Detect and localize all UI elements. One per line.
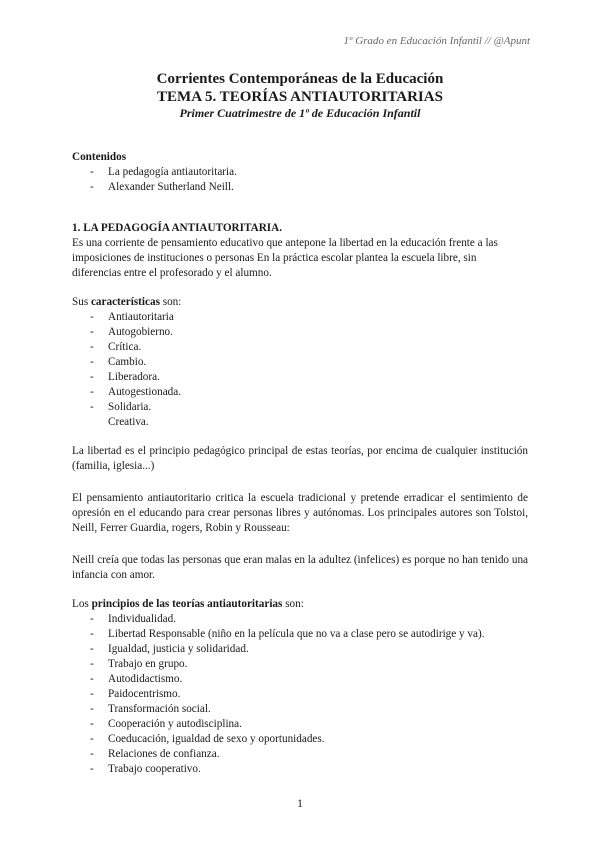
list-item: - Autogestionada. (90, 385, 528, 400)
list-item: - Trabajo cooperativo. (90, 762, 528, 777)
list-item: - Libertad Responsable (niño en la película que no va a clase pero se autodirige y va). (90, 627, 528, 642)
list-item: - Paidocentrismo. (90, 687, 528, 702)
list-item: - Igualdad, justicia y solidaridad. (90, 642, 528, 657)
characteristics-intro: Sus características son: (72, 296, 182, 308)
list-item: - Transformación social. (90, 702, 528, 717)
paragraph-neill: Neill creía que todas las personas que eran malas en la adultez (infelices) es porque no han tenido una infancia con amor. (72, 554, 528, 581)
contents-item: - La pedagogía antiautoritaria. (90, 165, 528, 180)
list-item: - Individualidad. (90, 612, 528, 627)
title-block (0, 70, 600, 121)
contents-list (72, 165, 528, 195)
principles-list (72, 612, 528, 777)
document-title: Corrientes Contemporáneas de la Educación (156, 71, 444, 87)
list-item: - Cooperación y autodisciplina. (90, 717, 528, 732)
characteristics-term: características (90, 296, 160, 308)
list-item: - Autodidactismo. (90, 672, 528, 687)
principles-term: principios de las teorías antiautoritarias (91, 598, 283, 610)
list-item: - Trabajo en grupo. (90, 657, 528, 672)
principles-intro: Los principios de las teorías antiautoritarias son: (72, 598, 304, 610)
list-item: Creativa. (108, 416, 149, 428)
list-item: - Liberadora. (90, 370, 528, 385)
page-number: 1 (297, 796, 303, 810)
list-item: - Crítica. (90, 340, 528, 355)
header-course-note: 1º Grado en Educación Infantil // @Apunt (343, 35, 530, 47)
contents-heading: Contenidos (72, 151, 127, 163)
section-heading: 1. LA PEDAGOGÍA ANTIAUTORITARIA. (72, 222, 283, 234)
characteristics-list (72, 310, 528, 430)
list-item: - Relaciones de confianza. (90, 747, 528, 762)
list-item: - Solidaria. (90, 400, 528, 415)
contents-item: - Alexander Sutherland Neill. (90, 180, 528, 195)
list-item: - Antiautoritaria (90, 310, 528, 325)
topic-title: TEMA 5. TEORÍAS ANTIAUTORITARIAS (157, 89, 443, 105)
list-item: - Autogobierno. (90, 325, 528, 340)
paragraph-freedom: La libertad es el principio pedagógico principal de estas teorías, por encima de cualquier institución (familia, iglesia...) (72, 445, 528, 472)
list-item: - Coeducación, igualdad de sexo y oportunidades. (90, 732, 528, 747)
section-intro: Es una corriente de pensamiento educativo que antepone la libertad en la educación frente a las imposiciones de instituciones o personas En la práctica escolar plantea la escuela libre, sin diferencias entre el profesorado y el alumno. (72, 237, 498, 279)
list-item: - Cambio. (90, 355, 528, 370)
semester-subtitle: Primer Cuatrimestre de 1º de Educación Infantil (179, 106, 421, 120)
paragraph-thought: El pensamiento antiautoritario critica la escuela tradicional y pretende erradicar el sentimiento de opresión en el educando para crear personas libres y autónomas. Los principales autores son Tolstoi, Neill, Ferrer Guardia, rogers, Robin y Rousseau: (72, 492, 528, 534)
document-body (72, 150, 528, 777)
